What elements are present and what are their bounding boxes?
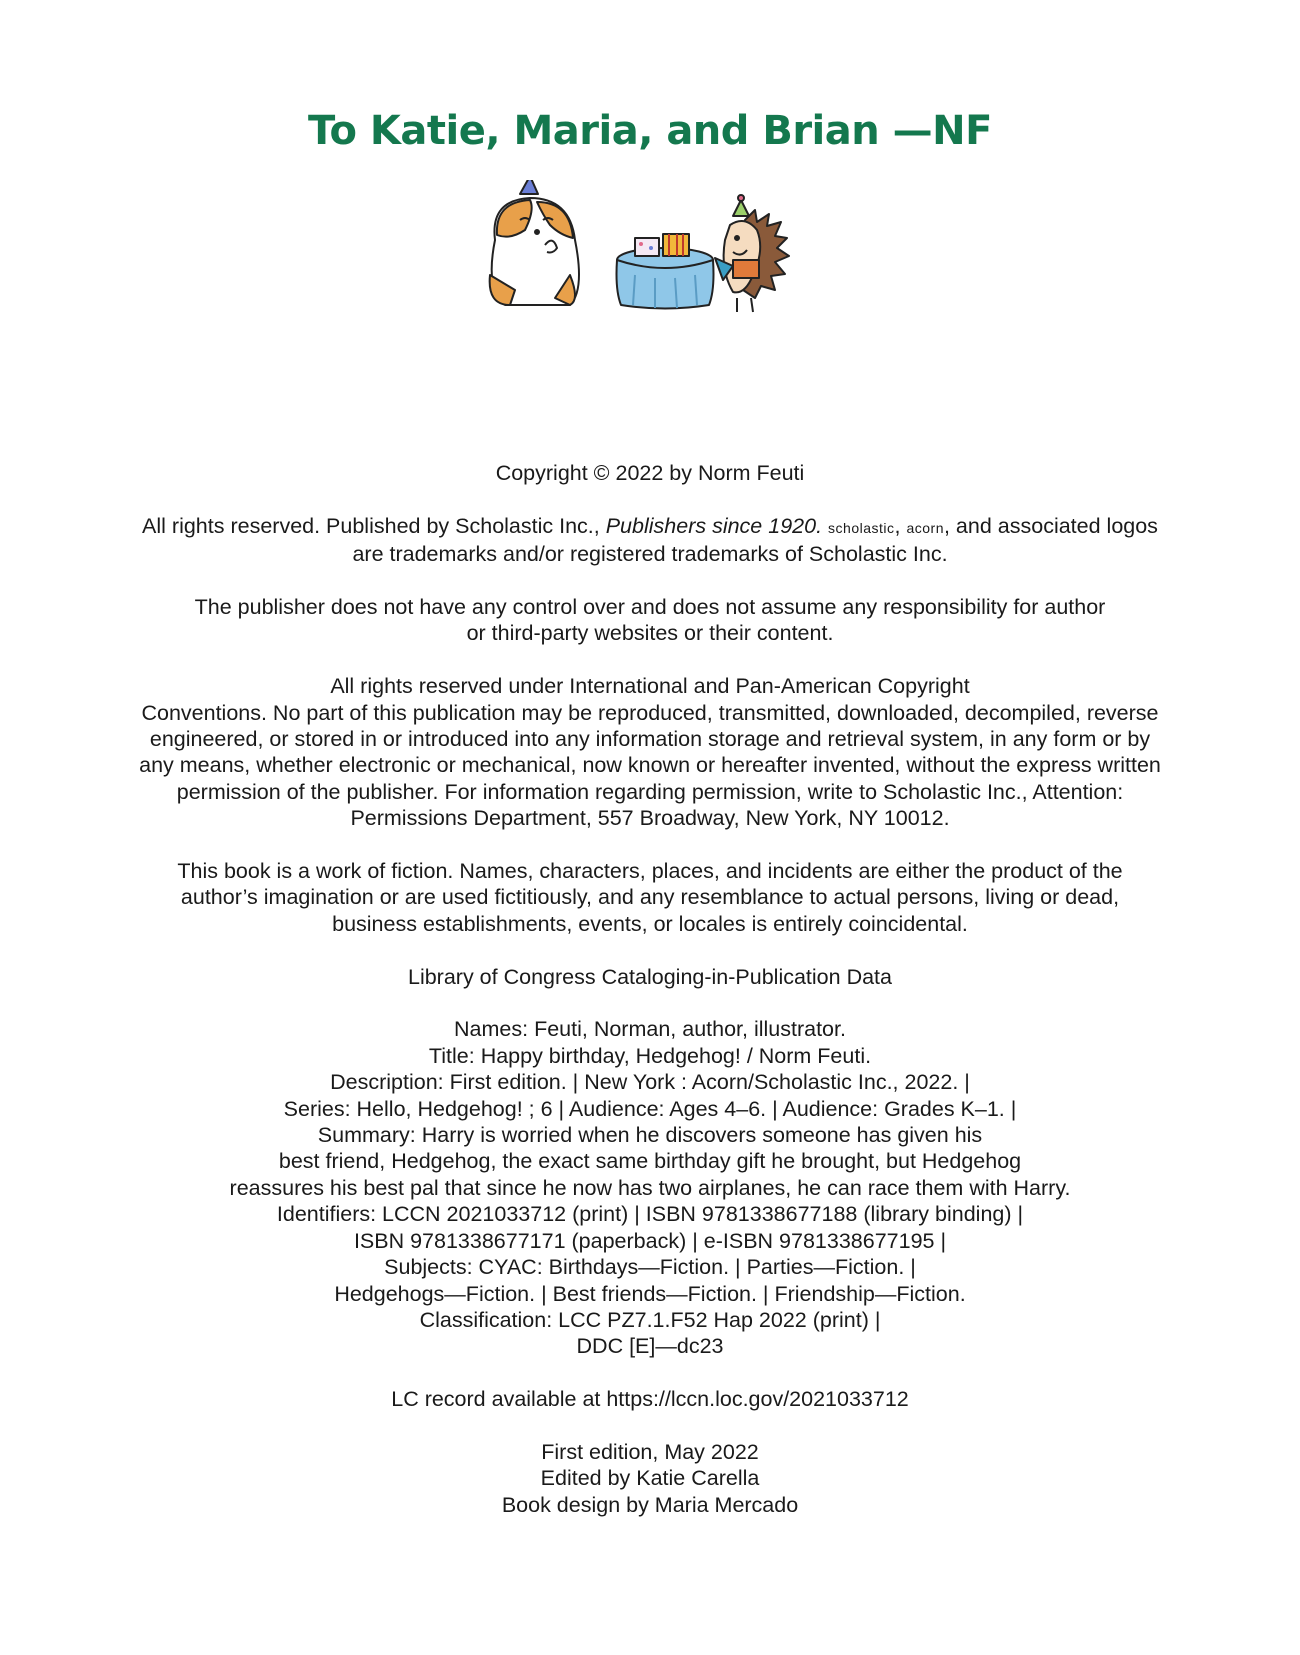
publisher-notice-line: The publisher does not have any control over and does not assume any responsibility for author [194,595,1106,619]
intl-rights-line: Permissions Department, 557 Broadway, New York, NY 10012. [350,806,950,831]
fiction-notice-line: business establishments, events, or locales is entirely coincidental. [332,911,968,936]
rights-suffix: , and associated logos [943,513,1158,538]
copyright-page-text [100,460,1200,1545]
party-illustration [475,180,835,330]
dedication-heading: To Katie, Maria, and Brian —NF [308,108,992,154]
cip-line: reassures his best pal that since he now has two airplanes, he can race them with Harry. [229,1175,1071,1200]
designer-line: Book design by Maria Mercado [501,1492,799,1517]
cip-line: Series: Hello, Hedgehog! ; 6 | Audience: Ages 4–6. | Audience: Grades K–1. | [283,1096,1017,1121]
publisher-notice [100,594,1200,647]
cip-line: Identifiers: LCCN 2021033712 (print) | ISBN 9781338677188 (library binding) | [276,1202,1024,1227]
rights-line-1: All rights reserved. Published by Scholastic Inc., Publishers since 1920. scholastic, acorn, and associated logos [142,513,1158,538]
cip-line: Title: Happy birthday, Hedgehog! / Norm Feuti. [428,1043,872,1068]
rights-prefix: All rights reserved. Published by Scholastic Inc., [142,513,606,538]
cip-line: Summary: Harry is worried when he discovers someone has given his [317,1123,983,1148]
cip-line: Names: Feuti, Norman, author, illustrator. [454,1017,846,1042]
editor-line: Edited by Katie Carella [540,1466,760,1491]
edition-line: First edition, May 2022 [541,1439,759,1464]
publisher-notice-line: or third-party websites or their content. [466,621,834,646]
edition-block [100,1439,1200,1518]
rights-line-2: are trademarks and/or registered trademarks of Scholastic Inc. [352,542,948,567]
intl-rights-line: Conventions. No part of this publication may be reproduced, transmitted, downloaded, decompiled, reverse [141,700,1159,725]
intl-rights-line: any means, whether electronic or mechanical, now known or hereafter invented, without the express written [139,753,1161,778]
cip-line: Subjects: CYAC: Birthdays—Fiction. | Parties—Fiction. | [384,1255,916,1280]
cip-block [100,1016,1200,1359]
trademark-scholastic: scholastic [828,519,895,536]
cip-line: best friend, Hedgehog, the exact same birthday gift he brought, but Hedgehog [278,1149,1022,1174]
cip-line: Description: First edition. | New York : Acorn/Scholastic Inc., 2022. | [330,1070,970,1095]
hedgehog-illustration [715,195,789,312]
fiction-notice [100,858,1200,937]
intl-rights-line: permission of the publisher. For information regarding permission, write to Scholastic Inc., Attention: [176,779,1124,804]
intl-rights-paragraph [100,673,1200,831]
intl-rights-line: engineered, or stored in or introduced into any information storage and retrieval system, in any form or by [149,727,1151,752]
cip-heading: Library of Congress Cataloging-in-Publication Data [407,964,892,989]
cip-line: Classification: LCC PZ7.1.F52 Hap 2022 (print) | [419,1307,881,1332]
rights-paragraph [100,513,1200,568]
lc-record: LC record available at https://lccn.loc.gov/2021033712 [391,1387,909,1412]
fiction-notice-line: This book is a work of fiction. Names, characters, places, and incidents are either the product of the [177,859,1123,884]
cip-line: ISBN 9781338677171 (paperback) | e-ISBN 9781338677195 | [353,1228,947,1253]
intl-rights-line: All rights reserved under International and Pan-American Copyright [330,674,970,699]
fiction-notice-line: author’s imagination or are used fictitiously, and any resemblance to actual persons, living or dead, [180,885,1120,910]
rights-since: Publishers since 1920. [605,513,823,538]
cip-line: Hedgehogs—Fiction. | Best friends—Fiction. | Friendship—Fiction. [334,1281,966,1306]
guinea-pig-illustration [490,180,579,305]
trademark-acorn: acorn [906,519,944,536]
cip-line: DDC [E]—dc23 [576,1334,724,1359]
copyright-line: Copyright © 2022 by Norm Feuti [495,461,805,485]
party-table-illustration [617,234,714,309]
